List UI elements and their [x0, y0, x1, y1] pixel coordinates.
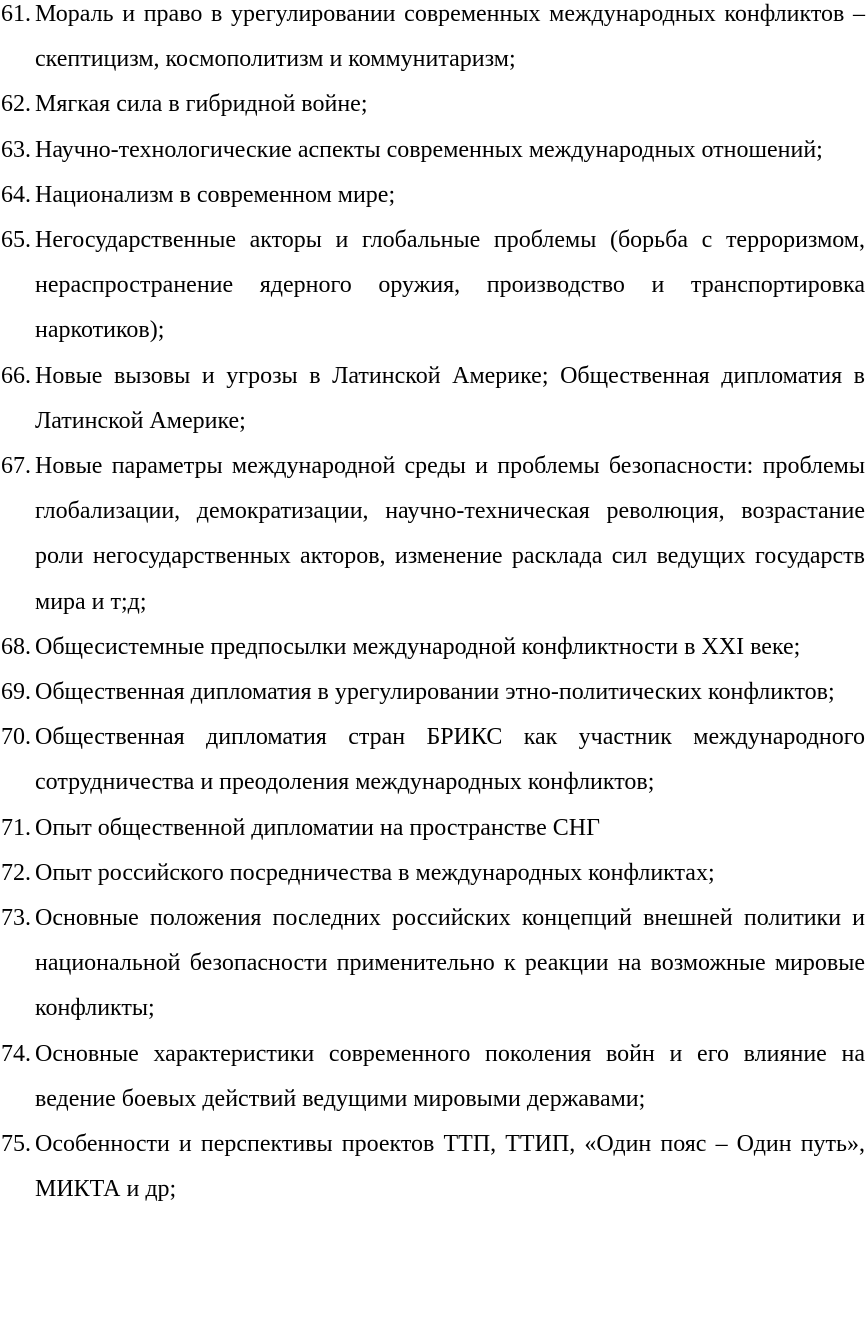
list-item: [0, 0, 865, 82]
item-number: 67.: [1, 453, 31, 480]
item-text: Общесистемные предпосылки международной конфликтности в XXI веке;: [35, 633, 801, 660]
item-text: Негосударственные акторы и глобальные проблемы (борьба с терроризмом, нераспространение ядерного оружия, производство и транспортировка наркотиков);: [35, 227, 865, 344]
item-text: Основные положения последних российских концепций внешней политики и национальной безопасности применительно к реакции на возможные мировые конфликты;: [35, 905, 865, 1022]
item-number: 68.: [1, 633, 31, 660]
list-item: [0, 218, 865, 354]
list-item: [0, 444, 865, 625]
item-number: 62.: [1, 91, 31, 118]
list-item: [0, 173, 865, 218]
item-text: Новые параметры международной среды и проблемы безопасности: проблемы глобализации, демократизации, научно-техническая революция, возрастание роли негосударственных акторов, изменение расклада сил ведущих государств мира и т;д;: [35, 453, 865, 615]
item-text: Мягкая сила в гибридной войне;: [35, 91, 368, 118]
item-number: 63.: [1, 136, 31, 163]
list-item: [0, 806, 865, 851]
list-item: [0, 851, 865, 896]
item-number: 72.: [1, 859, 31, 886]
list-item: [0, 82, 865, 127]
item-text: Новые вызовы и угрозы в Латинской Америке; Общественная дипломатия в Латинской Америке;: [35, 362, 865, 434]
item-text: Национализм в современном мире;: [35, 181, 396, 208]
list-item: [0, 1122, 865, 1212]
list-item: [0, 896, 865, 1032]
item-number: 70.: [1, 724, 31, 751]
list-item: [0, 128, 865, 173]
item-number: 69.: [1, 679, 31, 706]
list-item: [0, 670, 865, 715]
list-item: [0, 715, 865, 805]
item-number: 71.: [1, 814, 31, 841]
item-number: 73.: [1, 905, 31, 932]
item-number: 65.: [1, 227, 31, 254]
item-number: 61.: [1, 1, 31, 27]
item-number: 75.: [1, 1131, 31, 1158]
item-number: 66.: [1, 362, 31, 389]
item-text: Основные характеристики современного поколения войн и его влияние на ведение боевых действий ведущими мировыми державами;: [35, 1040, 865, 1112]
item-text: Опыт общественной дипломатии на пространстве СНГ: [35, 814, 600, 841]
list-item: [0, 1032, 865, 1122]
item-text: Общественная дипломатия в урегулировании этно-политических конфликтов;: [35, 679, 835, 706]
item-text: Общественная дипломатия стран БРИКС как участник международного сотрудничества и преодоления международных конфликтов;: [35, 724, 865, 796]
item-text: Особенности и перспективы проектов ТТП, ТТИП, «Один пояс – Один путь», МИКТА и др;: [35, 1131, 865, 1203]
item-text: Научно-технологические аспекты современных международных отношений;: [35, 136, 823, 163]
list-item: [0, 354, 865, 444]
item-number: 64.: [1, 181, 31, 208]
item-text: Опыт российского посредничества в международных конфликтах;: [35, 859, 715, 886]
item-text: Мораль и право в урегулировании современных международных конфликтов – скептицизм, космополитизм и коммунитаризм;: [35, 1, 865, 73]
list-item: [0, 625, 865, 670]
item-number: 74.: [1, 1040, 31, 1067]
